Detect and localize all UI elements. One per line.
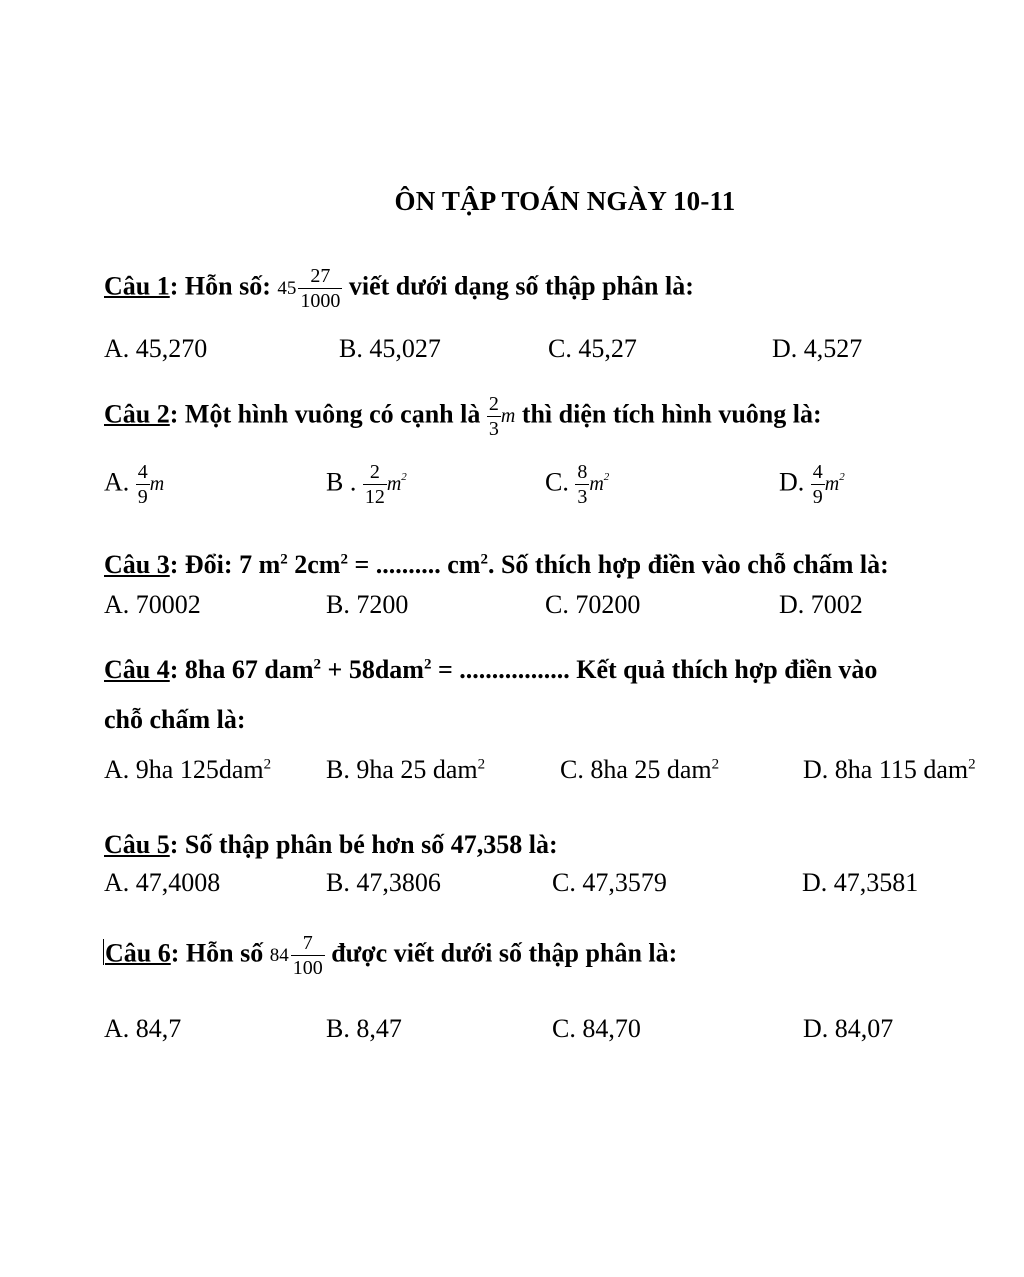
option-unit <box>825 473 845 495</box>
question-3-text-b: 2cm <box>287 550 341 579</box>
unit-symbol: m <box>824 473 840 495</box>
question-6-suffix: được viết dưới số thập phân là: <box>324 938 678 968</box>
question-3-option-a: A. 70002 <box>104 590 201 619</box>
option-unit <box>387 473 407 495</box>
question-4 <box>104 655 877 685</box>
option-text: A. 9ha 125dam <box>104 755 264 784</box>
question-6-prefix: : Hỗn số <box>170 938 270 968</box>
option-prefix: A. <box>104 467 136 497</box>
option-text: C. 8ha 25 dam <box>560 755 712 784</box>
question-2-label: Câu 2 <box>104 399 170 429</box>
option-unit <box>589 473 609 495</box>
option-text: D. 8ha 115 dam <box>803 755 969 784</box>
exponent: 2 <box>711 756 720 773</box>
question-4-line-2: chỗ chấm là: <box>104 705 246 734</box>
fraction-denominator: 9 <box>137 486 148 508</box>
question-5-text: : Số thập phân bé hơn số 47,358 là: <box>169 830 558 859</box>
question-5-option-c: C. 47,3579 <box>552 868 667 897</box>
question-6-label: Câu 6 <box>105 938 171 968</box>
option-prefix: D. <box>779 467 811 497</box>
exponent: 2 <box>313 656 321 673</box>
question-2-option-c <box>545 462 609 507</box>
exponent: 2 <box>480 551 488 568</box>
question-3-text-a: : Đổi: 7 m <box>169 550 281 579</box>
question-3-option-b: B. 7200 <box>326 590 409 619</box>
fraction-numerator: 7 <box>291 933 325 956</box>
question-6-option-a: A. 84,7 <box>104 1014 182 1043</box>
question-4-option-a <box>104 755 271 785</box>
exponent: 2 <box>263 756 272 773</box>
unit-symbol: m <box>589 473 604 495</box>
fraction-numerator: 8 <box>577 461 588 483</box>
question-4-text-c: = ................. Kết quả thích hợp điền vào <box>431 655 878 684</box>
exponent: 2 <box>423 656 432 673</box>
question-6-option-b: B. 8,47 <box>326 1014 402 1043</box>
question-1 <box>104 266 694 311</box>
question-3 <box>104 550 889 580</box>
option-prefix: C. <box>545 467 576 497</box>
question-5-label: Câu 5 <box>104 830 170 859</box>
question-1-suffix: viết dưới dạng số thập phân là: <box>342 271 694 301</box>
option-fraction <box>136 462 150 507</box>
question-3-label: Câu 3 <box>104 550 170 579</box>
unit-exponent: 2 <box>603 471 610 483</box>
question-4-option-b <box>326 755 485 785</box>
fraction-denominator: 9 <box>812 486 823 508</box>
question-3-option-d: D. 7002 <box>779 590 863 619</box>
question-2-option-a <box>104 462 164 507</box>
fraction-numerator: 4 <box>812 461 823 483</box>
fraction-denominator: 12 <box>364 486 385 508</box>
question-2-prefix: : Một hình vuông có cạnh là <box>169 399 487 429</box>
question-2-fraction <box>487 394 501 439</box>
question-2-unit: m <box>500 405 516 427</box>
question-2-option-b <box>326 462 407 507</box>
fraction-denominator: 100 <box>292 957 323 979</box>
question-4-text-a: : 8ha 67 dam <box>169 655 314 684</box>
question-1-option-c: C. 45,27 <box>548 334 637 363</box>
fraction-numerator: 27 <box>298 266 342 289</box>
question-5-option-b: B. 47,3806 <box>326 868 441 897</box>
question-3-text-c: = .......... cm <box>347 550 481 579</box>
unit-symbol: m <box>386 473 402 495</box>
fraction-numerator: 2 <box>363 462 387 485</box>
question-1-prefix: : Hỗn số: <box>169 271 278 301</box>
question-5-option-a: A. 47,4008 <box>104 868 221 897</box>
question-1-option-b: B. 45,027 <box>339 334 441 363</box>
question-6-whole: 84 <box>269 944 289 966</box>
exponent: 2 <box>280 551 288 568</box>
page-title: ÔN TẬP TOÁN NGÀY 10-11 <box>394 186 736 216</box>
exponent: 2 <box>340 551 348 568</box>
question-6-option-d: D. 84,07 <box>803 1014 894 1043</box>
exponent: 2 <box>477 756 486 773</box>
unit-exponent: 2 <box>401 471 407 483</box>
question-1-fraction <box>298 266 342 311</box>
question-3-text-d: . Số thích hợp điền vào chỗ chấm là: <box>487 550 889 579</box>
question-6-fraction <box>291 933 325 978</box>
unit-exponent: 2 <box>839 471 845 483</box>
question-1-option-a: A. 45,270 <box>104 334 208 363</box>
fraction-numerator: 2 <box>488 393 499 415</box>
option-fraction <box>811 462 825 507</box>
question-2-suffix: thì diện tích hình vuông là: <box>515 399 822 429</box>
question-5 <box>104 830 558 860</box>
fraction-denominator: 3 <box>577 486 588 508</box>
question-5-option-d: D. 47,3581 <box>802 868 919 897</box>
option-prefix: B . <box>326 467 363 497</box>
option-unit <box>150 473 164 495</box>
unit-symbol: m <box>149 473 165 495</box>
question-6-option-c: C. 84,70 <box>552 1014 641 1043</box>
question-3-option-c: C. 70200 <box>545 590 641 619</box>
question-2-option-d <box>779 462 845 507</box>
option-fraction <box>363 462 387 507</box>
fraction-denominator: 3 <box>488 418 499 440</box>
question-1-label: Câu 1 <box>104 271 170 301</box>
question-2 <box>104 394 822 439</box>
question-1-option-d: D. 4,527 <box>772 334 863 363</box>
question-4-text-b: + 58dam <box>321 655 424 684</box>
exponent: 2 <box>968 756 976 773</box>
question-4-option-d <box>803 755 976 785</box>
option-fraction <box>575 462 589 507</box>
question-4-option-c <box>560 755 719 785</box>
question-4-label: Câu 4 <box>104 655 170 684</box>
fraction-denominator: 1000 <box>300 290 341 312</box>
question-6 <box>103 933 677 978</box>
fraction-numerator: 4 <box>137 461 148 483</box>
question-1-whole: 45 <box>277 277 297 299</box>
text-cursor <box>103 939 104 965</box>
option-text: B. 9ha 25 dam <box>326 755 478 784</box>
